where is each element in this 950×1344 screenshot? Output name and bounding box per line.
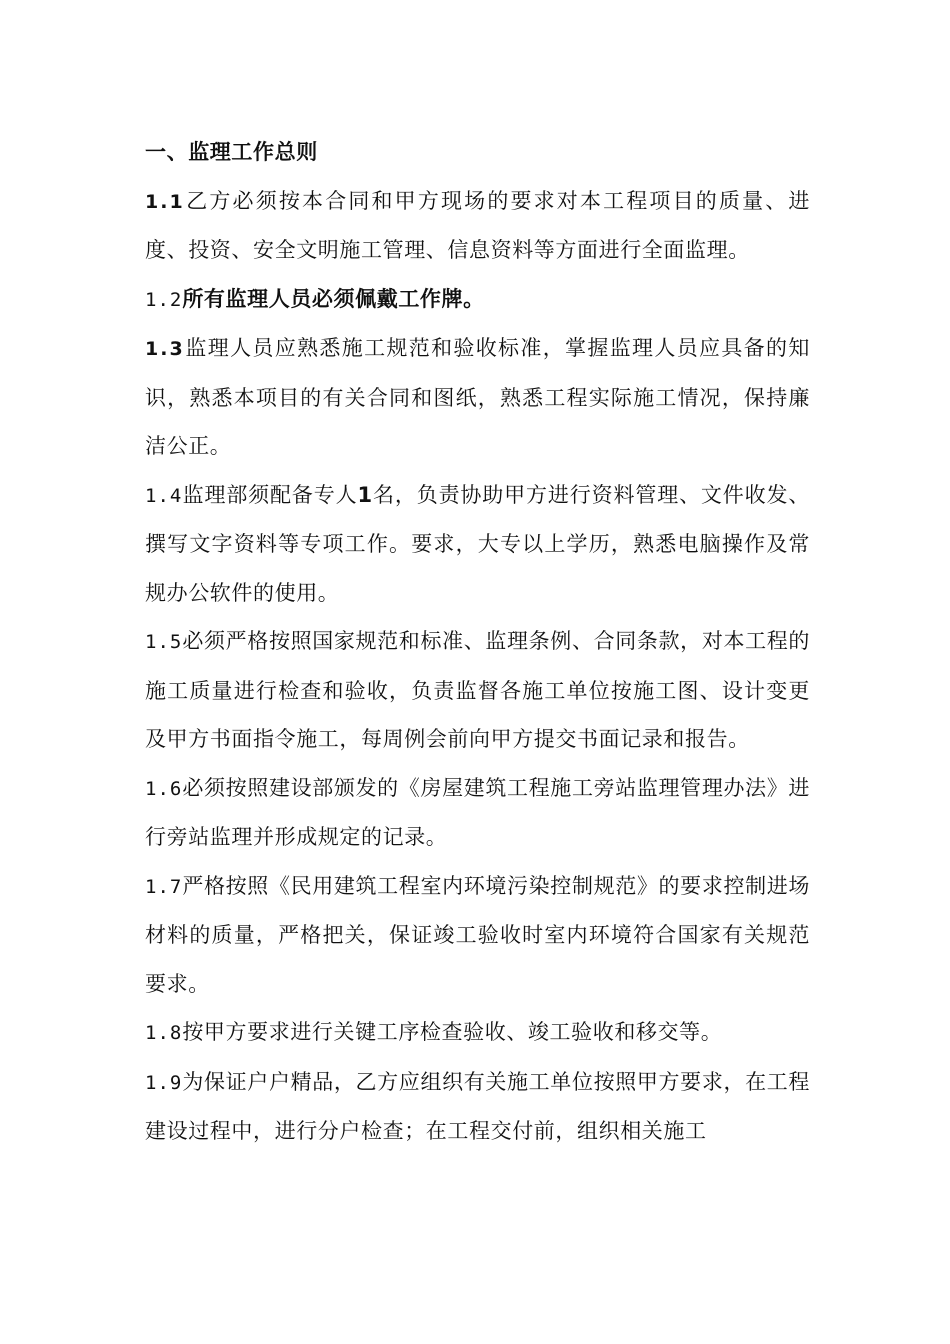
clause-1-7 [145, 862, 810, 1009]
clause-text: 严格按照《民用建筑工程室内环境污染控制规范》的要求控制进场材料的质量，严格把关，保证竣工验收时室内环境符合国家有关规范要求。 [145, 873, 810, 996]
clause-text: 按甲方要求进行关键工序检查验收、竣工验收和移交等。 [182, 1020, 723, 1044]
clause-text-before: 监理部须配备专人 [182, 482, 358, 507]
clause-number: 1.7 [145, 875, 183, 898]
section-heading: 一、监理工作总则 [145, 140, 318, 164]
clause-text: 监理人员应熟悉施工规范和验收标准，掌握监理人员应具备的知识，熟悉本项目的有关合同和图纸，熟悉工程实际施工情况，保持廉洁公正。 [145, 336, 810, 458]
clause-text: 必须严格按照国家规范和标准、监理条例、合同条款，对本工程的施工质量进行检查和验收，负责监督各施工单位按施工图、设计变更及甲方书面指令施工，每周例会前向甲方提交书面记录和报告。 [145, 629, 810, 751]
clause-1-8 [145, 1008, 810, 1058]
clause-count: 1 [357, 482, 373, 507]
clause-text: 所有监理人员必须佩戴工作牌。 [182, 286, 485, 311]
clause-text: 必须按照建设部颁发的《房屋建筑工程施工旁站监理管理办法》进行旁站监理并形成规定的记录。 [145, 775, 810, 849]
clause-number: 1.2 [145, 288, 183, 311]
clause-1-6 [145, 764, 810, 862]
clause-number: 1.9 [145, 1071, 183, 1094]
clause-number: 1.6 [145, 777, 183, 800]
clause-text-after: 名，负责协助甲方进行资料管理、文件收发、撰写文字资料等专项工作。要求，大专以上学历，熟悉电脑操作及常规办公软件的使用。 [145, 482, 810, 605]
clause-1-2 [145, 275, 810, 325]
clause-number: 1.3 [145, 338, 185, 360]
clause-number: 1.8 [145, 1022, 183, 1044]
clause-number: 1.1 [145, 190, 185, 213]
clause-1-4 [145, 471, 810, 618]
document-body [145, 128, 810, 1156]
clause-1-1 [145, 177, 810, 275]
clause-text: 乙方必须按本合同和甲方现场的要求对本工程项目的质量、进度、投资、安全文明施工管理、信息资料等方面进行全面监理。 [145, 188, 810, 262]
clause-number: 1.5 [145, 631, 183, 653]
clause-1-5 [145, 617, 810, 764]
clause-1-9 [145, 1058, 810, 1156]
clause-text: 为保证户户精品，乙方应组织有关施工单位按照甲方要求，在工程建设过程中，进行分户检查；在工程交付前，组织相关施工 [145, 1069, 810, 1143]
clause-number: 1.4 [145, 484, 183, 507]
clause-1-3 [145, 324, 810, 471]
